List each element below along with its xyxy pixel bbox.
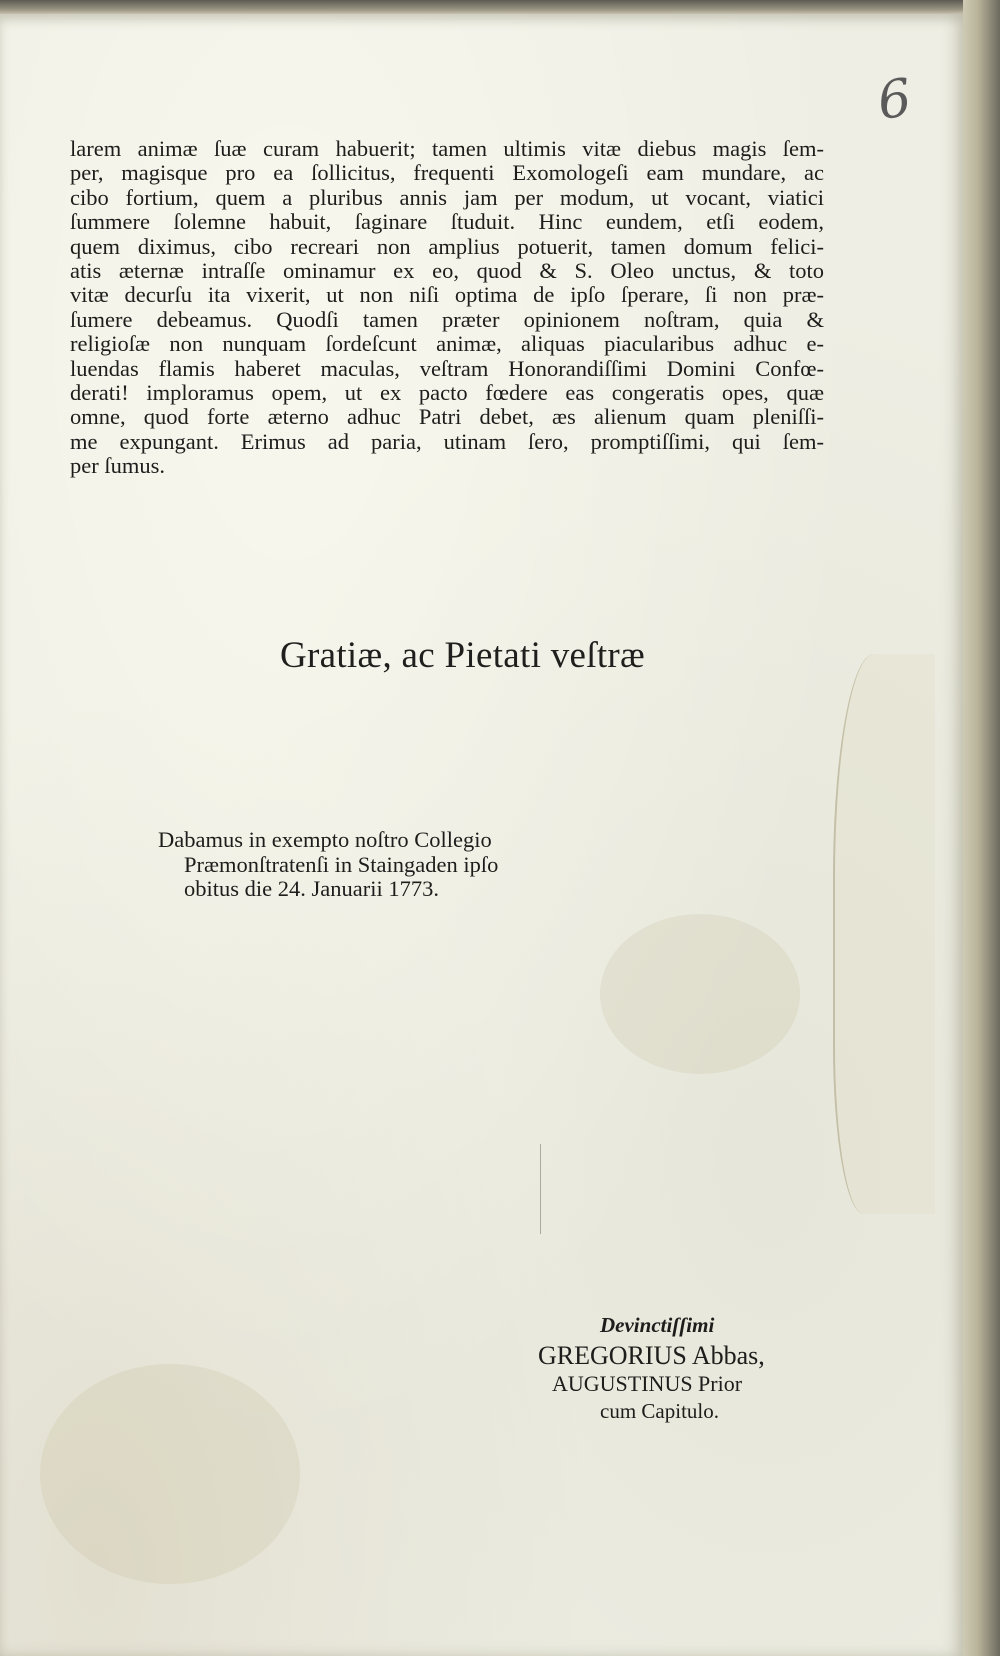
body-line: ſummere ſolemne habuit, ſaginare ſtuduit. Hinc eundem, etſi eodem, <box>70 209 825 235</box>
signature-abbot: GREGORIUS Abbas, <box>538 1341 765 1370</box>
body-line: larem animæ ſuæ curam habuerit; tamen ultimis vitæ diebus magis ſem- <box>70 136 825 161</box>
paper-tear <box>833 654 935 1214</box>
signature-block <box>520 1313 820 1425</box>
body-line: me expungant. Erimus ad paria, utinam ſero, promptiſſimi, qui ſem- <box>70 428 824 454</box>
body-line: ſumere debeamus. Quodſi tamen præter opinionem noſtram, quia & <box>70 306 825 332</box>
dateline-line: Dabamus in exempto noſtro Collegio <box>158 827 492 852</box>
paper-stain <box>600 914 800 1074</box>
body-line: omne, quod forte æterno adhuc Patri debet, æs alienum quam pleniſſi- <box>70 404 825 430</box>
paper-crease <box>540 1144 541 1234</box>
dateline-line: obitus die 24. Januarii 1773. <box>184 876 439 901</box>
body-line: per, magisque pro ea ſollicitus, frequenti Exomologeſi eam mundare, ac <box>70 160 824 186</box>
body-line: luendas flamis haberet maculas, veſtram Honorandiſſimi Domini Confœ- <box>70 355 825 381</box>
body-line: quem diximus, cibo recreari non amplius potuerit, tamen domum felici- <box>70 233 825 259</box>
body-line: religioſæ non nunquam ſordeſcunt animæ, aliquas piacularibus adhuc e- <box>70 331 824 357</box>
body-line: vitæ decurſu ita vixerit, ut non niſi optima de ipſo ſperare, ſi non præ- <box>70 282 824 308</box>
body-paragraph <box>70 137 824 478</box>
body-line: atis æternæ intraſſe ominamur ex eo, quod & S. Oleo unctus, & toto <box>70 257 825 283</box>
paper-stain <box>40 1364 300 1584</box>
body-line: cibo fortium, quem a pluribus annis jam per modum, ut vocant, viatici <box>70 184 824 210</box>
signature-prior: AUGUSTINUS Prior <box>552 1371 743 1396</box>
page-right-edge <box>963 0 1000 1656</box>
signature-salutation: Devinctiſſimi <box>600 1313 715 1337</box>
signature-chapter: cum Capitulo. <box>600 1399 719 1423</box>
body-line: derati! imploramus opem, ut ex pacto fœdere eas congeratis opes, quæ <box>70 379 824 405</box>
page-number: 6 <box>873 67 916 133</box>
dateline-line: Præmonſtratenſi in Staingaden ipſo <box>184 851 499 877</box>
body-line: per ſumus. <box>70 453 165 479</box>
dateline <box>158 828 498 902</box>
closing-formula: Gratiæ, ac Pietati veſtræ <box>279 635 646 676</box>
